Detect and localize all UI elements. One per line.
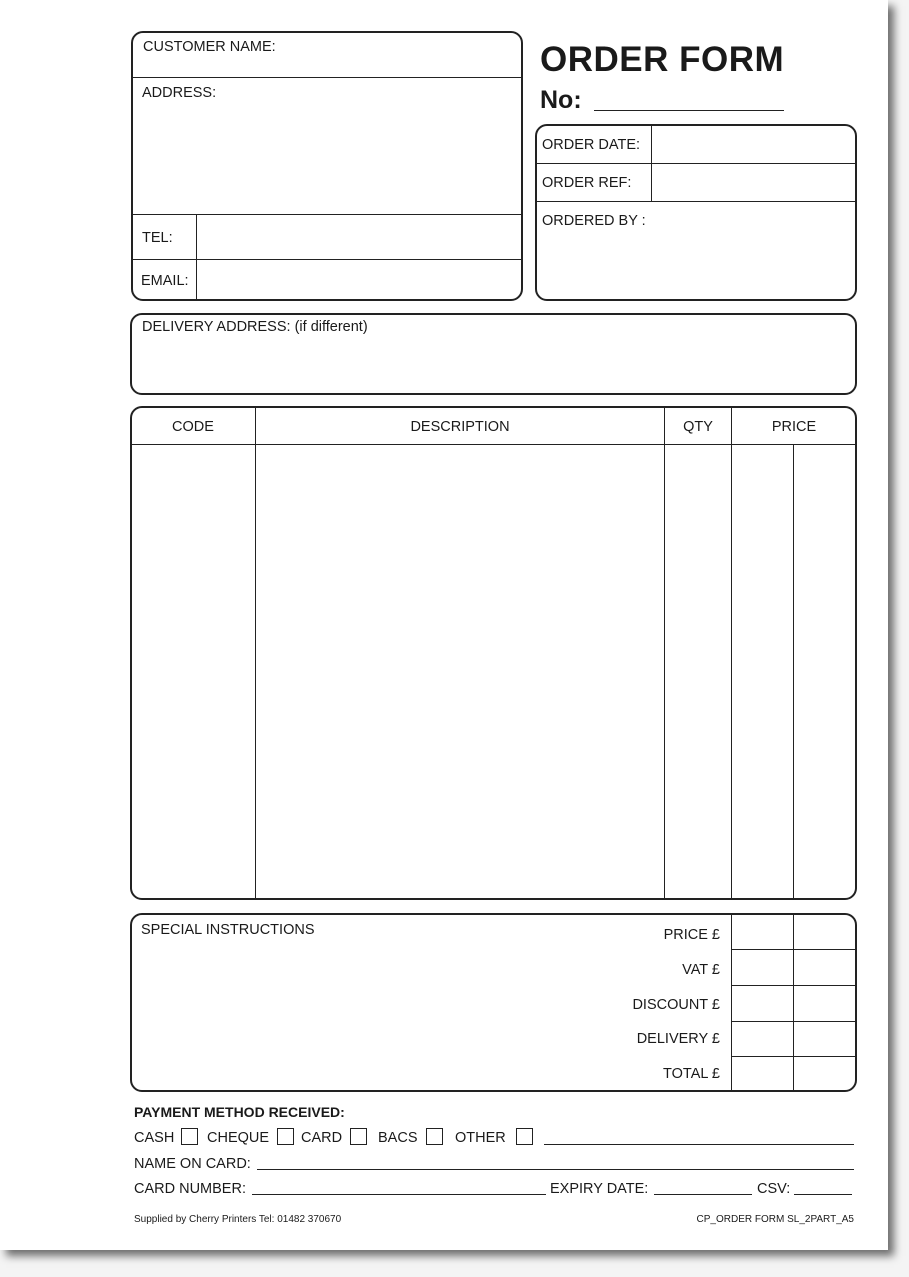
payment-card-checkbox[interactable] [350,1128,367,1145]
payment-other-label: OTHER [455,1130,506,1146]
order-number-label: No: [540,86,582,114]
name-on-card-label: NAME ON CARD: [134,1156,251,1172]
qty-column-header: QTY [683,419,713,435]
address-label: ADDRESS: [142,85,217,101]
payment-cash-checkbox[interactable] [181,1128,198,1145]
payment-other-checkbox[interactable] [516,1128,533,1145]
form-title: ORDER FORM [540,40,785,79]
card-number-label: CARD NUMBER: [134,1181,246,1197]
tel-label: TEL: [142,230,173,246]
payment-cheque-label: CHEQUE [207,1130,270,1146]
items-table [130,406,857,900]
totals-delivery-label: DELIVERY £ [636,1031,720,1047]
delivery-address-label: DELIVERY ADDRESS: (if different) [142,319,368,335]
form-code: CP_ORDER FORM SL_2PART_A5 [696,1214,854,1225]
description-column-header: DESCRIPTION [410,419,510,435]
card-number-line[interactable] [252,1194,546,1195]
payment-other-line[interactable] [544,1144,854,1145]
totals-price-label: PRICE £ [663,927,720,943]
totals-total-label: TOTAL £ [663,1066,720,1082]
email-label: EMAIL: [141,273,189,289]
order-ref-label: ORDER REF: [542,175,632,191]
customer-details-box [131,31,523,301]
payment-bacs-checkbox[interactable] [426,1128,443,1145]
special-instructions-label: SPECIAL INSTRUCTIONS [141,922,315,938]
supplier-credit: Supplied by Cherry Printers Tel: 01482 370670 [134,1214,342,1225]
customer-name-label: CUSTOMER NAME: [143,39,276,55]
totals-discount-label: DISCOUNT £ [632,997,720,1013]
csv-line[interactable] [794,1194,852,1195]
price-column-header: PRICE [771,419,817,435]
ordered-by-label: ORDERED BY : [542,213,646,229]
payment-cheque-checkbox[interactable] [277,1128,294,1145]
expiry-date-label: EXPIRY DATE: [550,1181,649,1197]
payment-card-label: CARD [301,1130,343,1146]
totals-box [130,913,857,1092]
name-on-card-line[interactable] [257,1169,854,1170]
totals-vat-label: VAT £ [682,962,720,978]
payment-bacs-label: BACS [378,1130,418,1146]
csv-label: CSV: [757,1181,791,1197]
expiry-date-line[interactable] [654,1194,752,1195]
order-number-line [594,110,784,111]
order-date-label: ORDER DATE: [542,137,641,153]
code-column-header: CODE [172,419,214,435]
payment-cash-label: CASH [134,1130,175,1146]
payment-method-heading: PAYMENT METHOD RECEIVED: [134,1104,345,1120]
